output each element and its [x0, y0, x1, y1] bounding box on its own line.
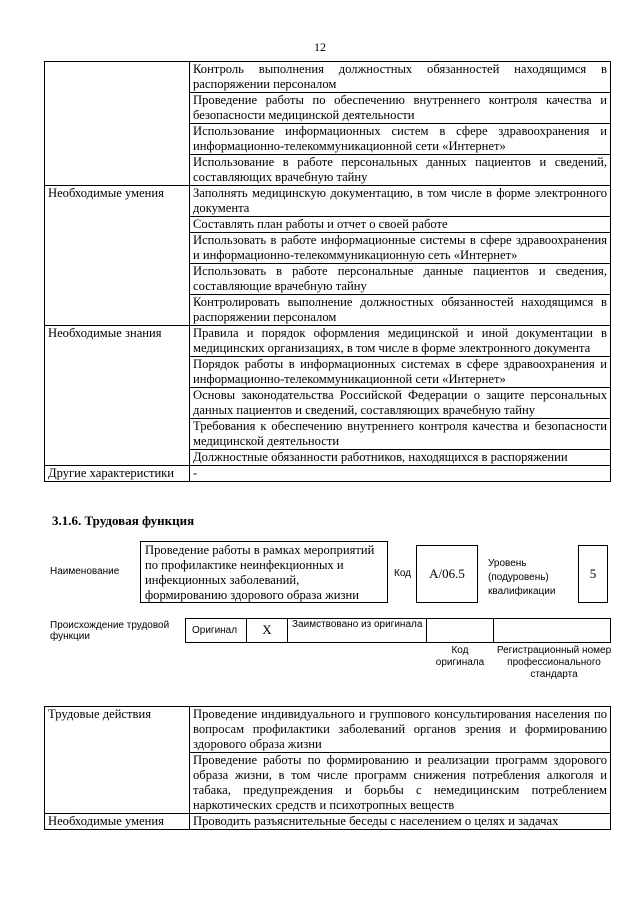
origin-row [186, 618, 611, 643]
code-box: А/06.5 [416, 545, 478, 603]
row-item: Использовать в работе персональные данные пациентов и сведения, составляющие врачебную тайну [190, 264, 611, 295]
level-box: 5 [578, 545, 608, 603]
code-label: Код [394, 568, 412, 579]
row-item: Составлять план работы и отчет о своей работе [190, 217, 611, 233]
row-label: Трудовые действия [45, 707, 190, 814]
row-label: Необходимые умения [45, 186, 190, 326]
section-title: 3.1.6. Трудовая функция [52, 513, 195, 528]
borrowed-label: Заимствовано из оригинала [287, 618, 427, 643]
row-item: - [190, 466, 611, 482]
original-mark: X [246, 618, 288, 643]
function-name-box: Проведение работы в рамках мероприятий по профилактике неинфекционных и инфекционных заболеваний, формированию здорового образа жизни [140, 541, 388, 603]
row-item: Использование в работе персональных данных пациентов и сведений, составляющих врачебную тайну [190, 155, 611, 186]
table-row [45, 186, 611, 217]
registration-number-cell [493, 618, 611, 643]
row-label: Необходимые умения [45, 814, 190, 830]
registration-number-caption: Регистрационный номер профессионального стандарта [496, 645, 612, 680]
row-item: Использовать в работе информационные системы в сфере здравоохранения и информационно-телекоммуникационную сеть «Интернет» [190, 233, 611, 264]
row-label [45, 62, 190, 186]
row-item: Требования к обеспечению внутреннего контроля качества и безопасности медицинской деятельности [190, 419, 611, 450]
row-item: Должностные обязанности работников, находящихся в распоряжении [190, 450, 611, 466]
row-item: Контролировать выполнение должностных обязанностей находящимся в распоряжении персоналом [190, 295, 611, 326]
page-number: 12 [314, 40, 326, 54]
row-item: Заполнять медицинскую документацию, в том числе в форме электронного документа [190, 186, 611, 217]
table-row [45, 707, 611, 753]
table-row [45, 326, 611, 357]
row-item: Основы законодательства Российской Федерации о защите персональных данных пациентов и сведений, составляющих врачебную тайну [190, 388, 611, 419]
row-item: Проведение индивидуального и группового консультирования населения по вопросам профилактики заболеваний органов зрения и формированию здорового образа жизни [190, 707, 611, 753]
row-item: Проведение работы по обеспечению внутреннего контроля качества и безопасности медицинской деятельности [190, 93, 611, 124]
row-item: Порядок работы в информационных системах в сфере здравоохранения и информационно-телекоммуникационной сети «Интернет» [190, 357, 611, 388]
row-item: Контроль выполнения должностных обязанностей находящимся в распоряжении персоналом [190, 62, 611, 93]
row-label: Другие характеристики [45, 466, 190, 482]
table-row [45, 466, 611, 482]
level-label: Уровень (подуровень) квалификации [488, 558, 556, 597]
naming-label: Наименование [50, 566, 120, 577]
row-item: Проводить разъяснительные беседы с населением о целях и задачах [190, 814, 611, 830]
table-row [45, 62, 611, 93]
row-item: Правила и порядок оформления медицинской и иной документации в медицинских организациях, в том числе в форме электронного документа [190, 326, 611, 357]
origin-label: Происхождение трудовой функции [50, 620, 170, 642]
table-row [45, 814, 611, 830]
row-item: Использование информационных систем в сфере здравоохранения и информационно-телекоммуникационной сети «Интернет» [190, 124, 611, 155]
original-code-cell [426, 618, 494, 643]
competency-table [44, 61, 611, 482]
row-item: Проведение работы по формированию и реализации программ здорового образа жизни, в том числе программ снижения потребления алкоголя и табака, предупреждения и борьбы с немедицинским потреблением наркотических средств и психотропных веществ [190, 753, 611, 814]
original-code-caption: Код оригинала [435, 645, 485, 668]
original-label: Оригинал [185, 618, 247, 643]
row-label: Необходимые знания [45, 326, 190, 466]
labor-actions-table [44, 706, 611, 830]
